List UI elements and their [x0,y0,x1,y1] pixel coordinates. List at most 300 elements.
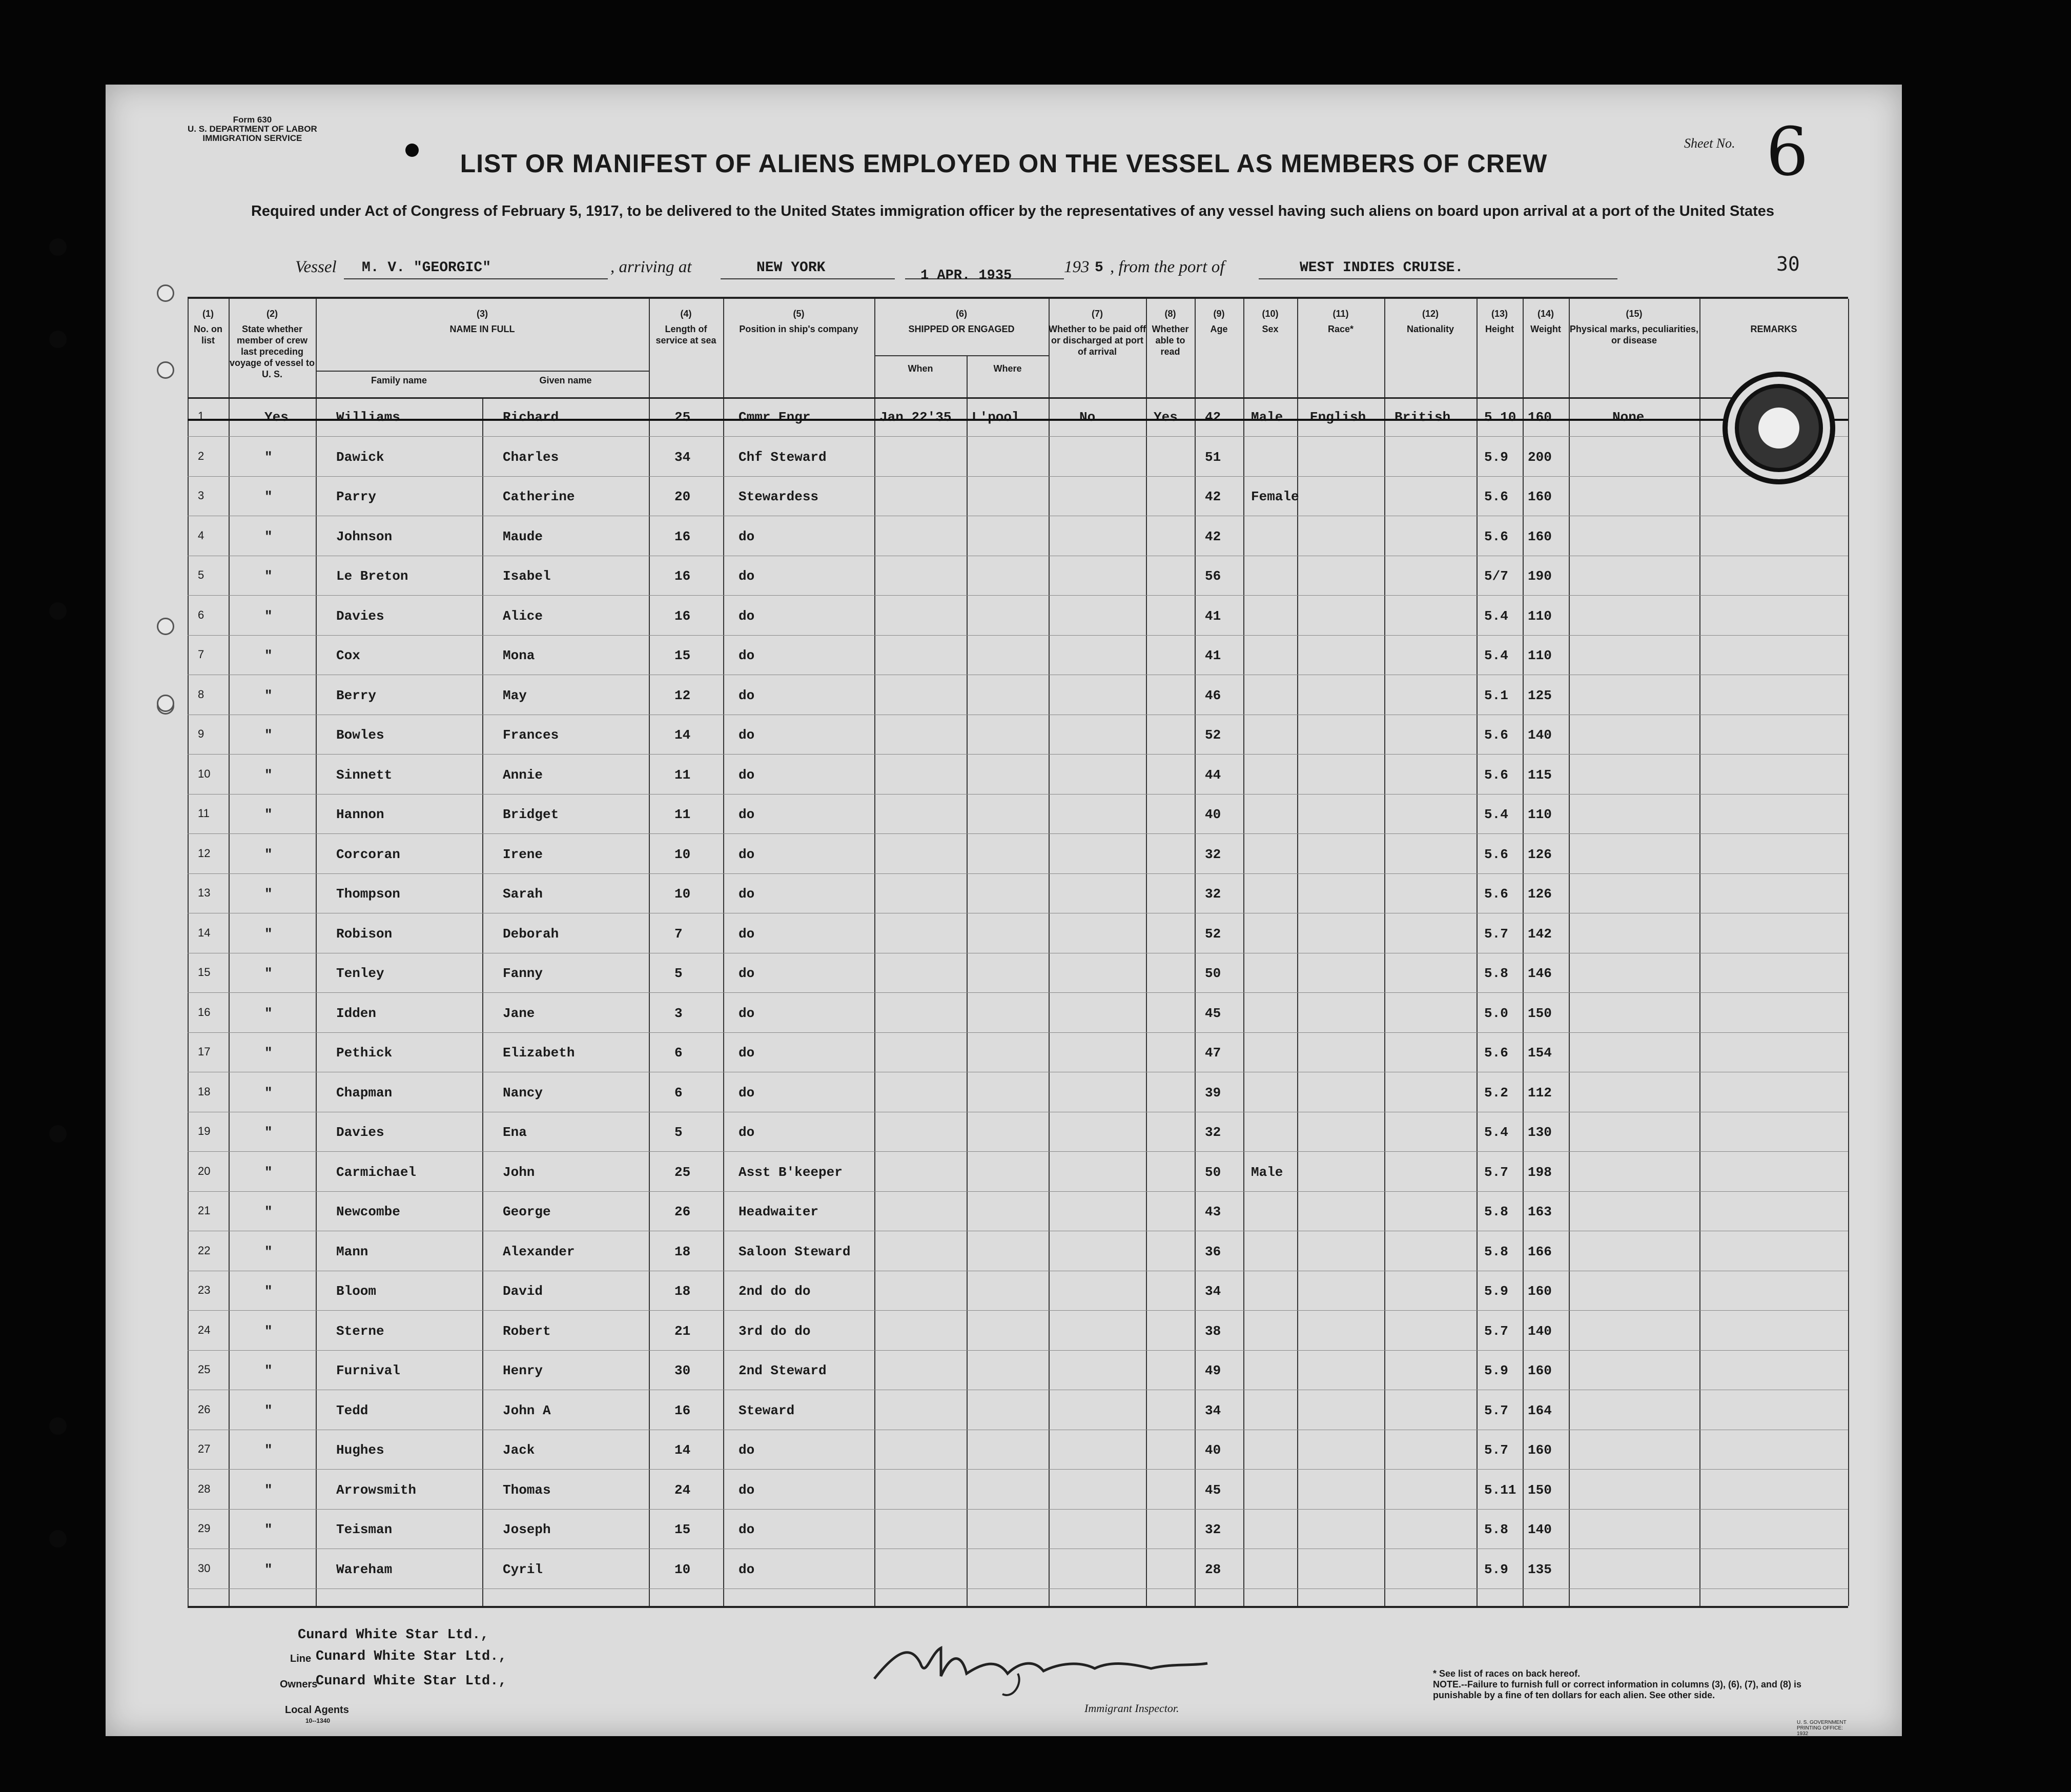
cell-family-name: Hannon [336,807,384,822]
cell-given-name: Sarah [503,886,543,902]
header-read: (8) Whether able to read [1152,309,1189,357]
cell-prev-voyage: " [264,528,273,544]
cell-position: 2nd do do [739,1284,811,1299]
cell-height: 5.8 [1484,966,1508,981]
cell-position: do [739,648,755,663]
cell-height: 5.0 [1484,1005,1508,1021]
cell-prev-voyage: " [264,1482,273,1498]
punch-hole [49,238,67,256]
cell-row-number: 9 [198,727,204,740]
cell-family-name: Le Breton [336,568,408,584]
cell-position: do [739,528,755,544]
cell-weight: 140 [1528,1522,1552,1537]
cell-row-number: 20 [198,1164,211,1177]
cell-position: do [739,807,755,822]
header-race: (11) Race* [1327,309,1354,334]
cell-family-name: Idden [336,1005,377,1021]
inspection-stamp [1723,372,1835,484]
cell-prev-voyage: " [264,966,273,981]
cell-height: 5.4 [1484,648,1508,663]
table-row [188,397,1848,437]
cell-position: Asst B'keeper [739,1164,843,1180]
cell-weight: 146 [1528,966,1552,981]
cell-height: 5.6 [1484,528,1508,544]
cell-sex: Male [1251,410,1283,425]
cell-age: 34 [1205,1284,1221,1299]
cell-position: Headwaiter [739,1204,819,1219]
cell-position: Chf Steward [739,449,827,465]
punch-hole [157,695,174,712]
table-row [188,1351,1848,1390]
cell-row-number: 2 [198,449,204,462]
cell-prev-voyage: " [264,1402,273,1418]
cell-weight: 142 [1528,926,1552,942]
cell-row-number: 24 [198,1323,211,1336]
table-row [188,636,1848,675]
cell-position: do [739,608,755,624]
cell-height: 5.9 [1484,1284,1508,1299]
table-row [188,1112,1848,1152]
footnote-races: * See list of races on back hereof. [1433,1668,1581,1679]
cell-prev-voyage: " [264,1045,273,1061]
cell-service-years: 25 [674,1164,691,1180]
cell-age: 51 [1205,449,1221,465]
cell-height: 5/7 [1484,568,1508,584]
header-given: Given name [539,375,592,385]
table-row [188,676,1848,715]
cell-given-name: David [503,1284,543,1299]
year-prefix: 193 [1064,258,1090,276]
cell-weight: 150 [1528,1482,1552,1498]
cell-age: 32 [1205,886,1221,902]
cell-shipped-where: L'pool [972,410,1020,425]
cell-row-number: 21 [198,1204,211,1217]
cell-position: do [739,1482,755,1498]
cell-height: 5.10 [1484,410,1516,425]
table-row [188,1232,1848,1271]
cell-family-name: Corcoran [336,846,400,862]
header-weight: (14) Weight [1530,309,1561,334]
table-row [188,1033,1848,1072]
cell-position: do [739,568,755,584]
cell-age: 46 [1205,687,1221,703]
table-row [188,1271,1848,1311]
cell-row-number: 17 [198,1045,211,1058]
page-subtitle: Required under Act of Congress of February 5, 1917, to be delivered to the United States immigration officer by the representatives of any vessel having such aliens on board upon arrival at a port of the United States [251,203,1775,219]
punch-hole [157,284,174,302]
cell-height: 5.7 [1484,1164,1508,1180]
table-row [188,1510,1848,1549]
vessel-line [295,258,1833,289]
table-row [188,1073,1848,1112]
cell-position: do [739,1522,755,1537]
cell-given-name: Irene [503,846,543,862]
cell-row-number: 12 [198,846,211,860]
cell-age: 52 [1205,727,1221,743]
cell-position: 2nd Steward [739,1363,827,1378]
table-row [188,477,1848,516]
cell-prev-voyage: " [264,926,273,942]
cell-service-years: 7 [674,926,683,942]
cell-age: 52 [1205,926,1221,942]
cell-family-name: Thompson [336,886,400,902]
cell-prev-voyage: " [264,608,273,624]
cell-age: 41 [1205,608,1221,624]
cell-service-years: 16 [674,528,691,544]
cell-prev-voyage: " [264,449,273,465]
cell-age: 47 [1205,1045,1221,1061]
cell-prev-voyage: " [264,568,273,584]
cell-weight: 110 [1528,648,1552,663]
header-age: (9) Age [1210,309,1228,334]
cell-height: 5.9 [1484,1561,1508,1577]
cell-weight: 110 [1528,608,1552,624]
cell-weight: 115 [1528,767,1552,783]
cell-row-number: 13 [198,886,211,899]
cell-position: do [739,767,755,783]
cell-service-years: 18 [674,1244,691,1259]
cell-position: do [739,886,755,902]
cell-row-number: 25 [198,1363,211,1376]
header-remarks: REMARKS [1750,324,1797,334]
cell-sex: Female [1251,489,1299,504]
cell-given-name: Catherine [503,489,575,504]
cell-height: 5.4 [1484,1125,1508,1140]
cell-age: 40 [1205,807,1221,822]
cell-family-name: Hughes [336,1442,384,1458]
cell-service-years: 24 [674,1482,691,1498]
cell-family-name: Wareham [336,1561,393,1577]
cell-service-years: 3 [674,1005,683,1021]
cell-given-name: Fanny [503,966,543,981]
table-row [188,834,1848,874]
cell-row-number: 11 [198,807,210,820]
header-prev-voyage: (2) State whether member of crew last preceding voyage of vessel to U. S. [229,309,315,379]
header-marks: (15) Physical marks, peculiarities, or disease [1569,309,1699,345]
cell-position: do [739,846,755,862]
cell-service-years: 18 [674,1284,691,1299]
footer [188,1622,1848,1737]
cell-prev-voyage: " [264,727,273,743]
cell-age: 32 [1205,846,1221,862]
cell-age: 39 [1205,1085,1221,1101]
cell-height: 5.8 [1484,1522,1508,1537]
cell-service-years: 21 [674,1323,691,1339]
cell-weight: 160 [1528,1363,1552,1378]
arriving-label: , arriving at [610,258,692,276]
cell-age: 41 [1205,648,1221,663]
header-when: When [908,363,933,374]
cell-family-name: Arrowsmith [336,1482,417,1498]
header-name: (3) NAME IN FULL [449,309,515,334]
footnotes [1433,1668,1822,1701]
cell-weight: 160 [1528,1442,1552,1458]
cell-weight: 150 [1528,1005,1552,1021]
cell-prev-voyage: " [264,1085,273,1101]
cell-given-name: Elizabeth [503,1045,575,1061]
punch-hole [49,1530,67,1547]
cell-given-name: Alexander [503,1244,575,1259]
cell-family-name: Sinnett [336,767,393,783]
cell-service-years: 15 [674,1522,691,1537]
cell-prev-voyage: " [264,1005,273,1021]
cell-weight: 140 [1528,727,1552,743]
cell-service-years: 15 [674,648,691,663]
cell-given-name: Deborah [503,926,559,942]
cell-age: 38 [1205,1323,1221,1339]
cell-weight: 160 [1528,528,1552,544]
cell-service-years: 16 [674,568,691,584]
date-stamp: 1 APR. 1935 [920,268,1012,283]
cell-marks: None [1612,410,1645,425]
cell-weight: 125 [1528,687,1552,703]
cell-family-name: Davies [336,608,384,624]
cell-age: 42 [1205,528,1221,544]
cell-weight: 126 [1528,886,1552,902]
inspector-signature [864,1633,1213,1699]
cell-prev-voyage: " [264,1244,273,1259]
cell-family-name: Dawick [336,449,384,465]
cell-height: 5.6 [1484,767,1508,783]
cell-family-name: Johnson [336,528,393,544]
cell-given-name: Frances [503,727,559,743]
cell-given-name: Thomas [503,1482,551,1498]
table-row [188,993,1848,1033]
cell-age: 45 [1205,1005,1221,1021]
cell-given-name: Bridget [503,807,559,822]
cell-prev-voyage: " [264,767,273,783]
cell-height: 5.7 [1484,1323,1508,1339]
cell-prev-voyage: " [264,648,273,663]
cell-given-name: Richard [503,410,559,425]
cell-family-name: Carmichael [336,1164,417,1180]
cell-position: Cmmr Engr [739,410,811,425]
cell-height: 5.8 [1484,1244,1508,1259]
cell-given-name: Charles [503,449,559,465]
cell-age: 45 [1205,1482,1221,1498]
header-nationality: (12) Nationality [1406,309,1454,334]
cell-given-name: Annie [503,767,543,783]
cell-age: 56 [1205,568,1221,584]
header-service: (4) Length of service at sea [655,309,716,345]
cell-prev-voyage: " [264,1442,273,1458]
cell-family-name: Sterne [336,1323,384,1339]
form-number: Form 630 [233,115,272,125]
inspector-label: Immigrant Inspector. [1084,1702,1179,1715]
cell-given-name: Mona [503,648,535,663]
cell-row-number: 30 [198,1561,211,1575]
cell-service-years: 20 [674,489,691,504]
cell-family-name: Tenley [336,966,384,981]
cell-weight: 200 [1528,449,1552,465]
table-row [188,1152,1848,1192]
crew-table [188,297,1848,1608]
table-row [188,1470,1848,1510]
cell-weight: 160 [1528,489,1552,504]
cell-weight: 164 [1528,1402,1552,1418]
corner-number: 30 [1776,253,1800,275]
cell-age: 42 [1205,489,1221,504]
cell-family-name: Teisman [336,1522,393,1537]
cell-service-years: 6 [674,1085,683,1101]
cell-able-to-read: Yes [1154,410,1178,425]
owners-label: Owners [280,1679,318,1690]
sheet-number: 6 [1766,113,1809,191]
cell-row-number: 16 [198,1005,211,1019]
cell-family-name: Bloom [336,1284,377,1299]
cell-service-years: 16 [674,1402,691,1418]
cell-position: do [739,1045,755,1061]
line-value: Cunard White Star Ltd., [316,1649,507,1664]
header-position: (5) Position in ship's company [739,309,858,334]
punch-hole [157,618,174,635]
cell-service-years: 14 [674,727,691,743]
cell-given-name: May [503,687,527,703]
cell-height: 5.6 [1484,727,1508,743]
cell-prev-voyage: " [264,1284,273,1299]
cell-row-number: 5 [198,568,204,581]
cell-row-number: 14 [198,926,211,939]
punch-hole [49,1125,67,1143]
cell-service-years: 5 [674,1125,683,1140]
cell-row-number: 23 [198,1284,211,1296]
cell-weight: 166 [1528,1244,1552,1259]
header-family: Family name [371,375,427,385]
cell-row-number: 29 [198,1522,211,1535]
cell-row-number: 22 [198,1244,211,1257]
cell-height: 5.6 [1484,1045,1508,1061]
cell-prev-voyage: " [264,687,273,703]
cell-weight: 160 [1528,1284,1552,1299]
header-paid-off: (7) Whether to be paid off or discharged at port of arrival [1049,309,1146,357]
cell-family-name: Furnival [336,1363,400,1378]
cell-height: 5.11 [1484,1482,1516,1498]
cell-family-name: Bowles [336,727,384,743]
header-sex: (10) Sex [1262,309,1279,334]
cell-prev-voyage: " [264,1561,273,1577]
cell-given-name: Henry [503,1363,543,1378]
owners-value: Cunard White Star Ltd., [316,1674,507,1689]
cell-position: Saloon Steward [739,1244,851,1259]
header-height: (13) Height [1485,309,1514,334]
cell-service-years: 10 [674,886,691,902]
cell-service-years: 16 [674,608,691,624]
cell-given-name: Maude [503,528,543,544]
cell-row-number: 6 [198,608,204,621]
cell-weight: 198 [1528,1164,1552,1180]
cell-family-name: Tedd [336,1402,368,1418]
cell-height: 5.2 [1484,1085,1508,1101]
cell-service-years: 34 [674,449,691,465]
cell-family-name: Parry [336,489,377,504]
cell-position: do [739,1442,755,1458]
cell-given-name: Joseph [503,1522,551,1537]
table-row [188,437,1848,477]
cell-weight: 126 [1528,846,1552,862]
cell-position: do [739,926,755,942]
cell-weight: 112 [1528,1085,1552,1101]
cell-age: 36 [1205,1244,1221,1259]
cell-family-name: Berry [336,687,377,703]
cell-height: 5.6 [1484,846,1508,862]
cell-height: 5.4 [1484,807,1508,822]
cell-family-name: Cox [336,648,360,663]
cell-prev-voyage: " [264,886,273,902]
cell-weight: 140 [1528,1323,1552,1339]
arrival-port: NEW YORK [756,260,826,276]
table-row [188,795,1848,834]
cell-position: do [739,1005,755,1021]
cell-age: 44 [1205,767,1221,783]
cell-nationality: British [1395,410,1451,425]
cell-row-number: 8 [198,687,204,701]
cell-given-name: John A [503,1402,551,1418]
cell-height: 5.7 [1484,1402,1508,1418]
cell-height: 5.1 [1484,687,1508,703]
cell-paid-off: No [1079,410,1096,425]
cell-prev-voyage: " [264,1522,273,1537]
table-row [188,874,1848,913]
cell-height: 5.6 [1484,886,1508,902]
agent-line1: Cunard White Star Ltd., [298,1627,489,1643]
cell-row-number: 26 [198,1402,211,1416]
cell-family-name: Newcombe [336,1204,400,1219]
agents-code: 10--1340 [305,1717,331,1724]
cell-given-name: Isabel [503,568,551,584]
service: IMMIGRATION SERVICE [202,133,302,143]
from-port: WEST INDIES CRUISE. [1300,260,1464,276]
cell-prev-voyage: " [264,1164,273,1180]
cell-shipped-when: Jan 22'35 [879,410,952,425]
table-row [188,1550,1848,1589]
footnote-penalty: NOTE.--Failure to furnish full or correct information in columns (3), (6), (7), and (8) is punishable by a fine of ten dollars for each alien. See other side. [1433,1679,1802,1700]
cell-service-years: 14 [674,1442,691,1458]
cell-position: do [739,727,755,743]
cell-family-name: Mann [336,1244,368,1259]
cell-service-years: 11 [674,767,691,783]
cell-given-name: Cyril [503,1561,543,1577]
cell-prev-voyage: " [264,1363,273,1378]
cell-prev-voyage: " [264,489,273,504]
page-title: LIST OR MANIFEST OF ALIENS EMPLOYED ON THE VESSEL AS MEMBERS OF CREW [460,149,1548,178]
cell-row-number: 15 [198,966,211,979]
cell-age: 28 [1205,1561,1221,1577]
cell-prev-voyage: " [264,846,273,862]
cell-age: 40 [1205,1442,1221,1458]
cell-prev-voyage: " [264,1125,273,1140]
cell-service-years: 26 [674,1204,691,1219]
table-row [188,914,1848,953]
cell-row-number: 3 [198,489,204,502]
cell-height: 5.9 [1484,449,1508,465]
cell-given-name: Robert [503,1323,551,1339]
cell-height: 5.9 [1484,1363,1508,1378]
table-row [188,1430,1848,1470]
cell-row-number: 7 [198,648,204,661]
cell-row-number: 4 [198,528,204,542]
cell-position: do [739,966,755,981]
header-no: (1) No. on list [194,309,222,345]
from-label: , from the port of [1110,258,1225,276]
cell-weight: 130 [1528,1125,1552,1140]
cell-weight: 190 [1528,568,1552,584]
cell-age: 43 [1205,1204,1221,1219]
form-identifier [188,115,317,143]
punch-hole [157,361,174,379]
department: U. S. DEPARTMENT OF LABOR [188,124,317,134]
cell-row-number: 27 [198,1442,211,1455]
cell-given-name: Alice [503,608,543,624]
